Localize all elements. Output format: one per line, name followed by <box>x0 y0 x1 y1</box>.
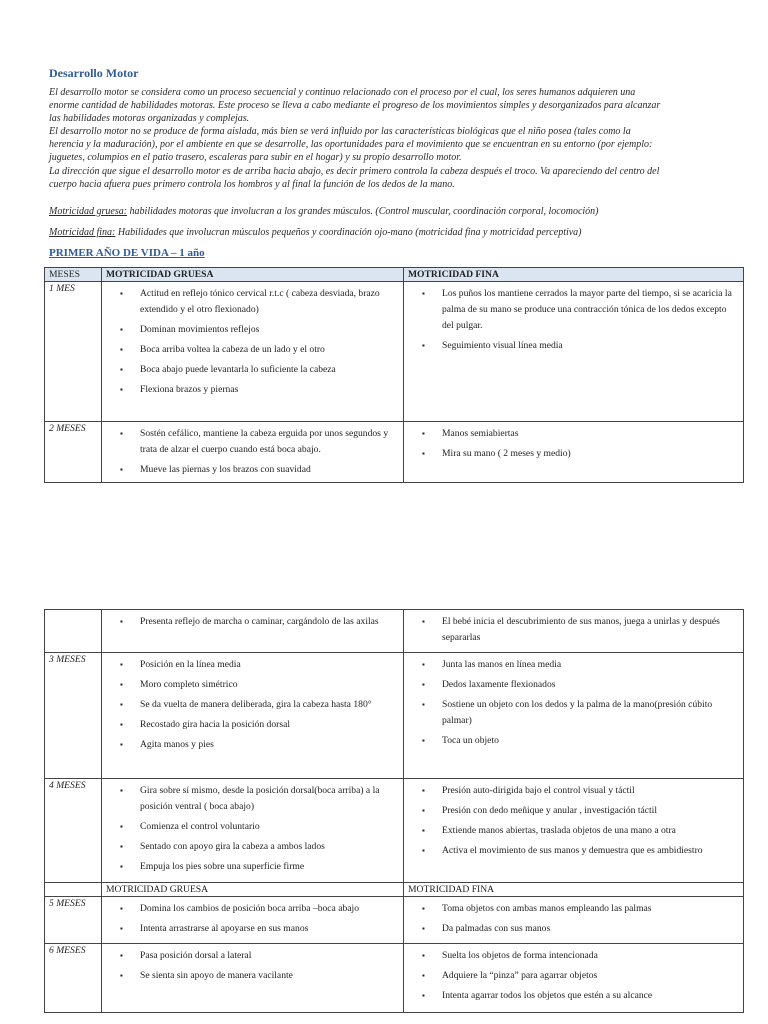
fina-cell <box>404 282 744 422</box>
list-item: ▪ Presión con dedo meñique y anular , investigación táctil <box>408 803 739 819</box>
intro-line: cuerpo hacia afuera pues primero controla los hombros y al final la función de los dedos de la mano. <box>49 178 455 190</box>
list-item: ▪ Suelta los objetos de forma intencionada <box>408 948 739 964</box>
age-cell: 6 MESES <box>45 944 102 1013</box>
list-item: ▪ Presión auto-dirigida bajo el control visual y táctil <box>408 783 739 799</box>
age-cell: 3 MESES <box>45 653 102 779</box>
gruesa-text: habilidades motoras que involucran a los grandes músculos. (Control muscular, coordinación corporal, locomoción) <box>127 206 599 217</box>
list-item: ▪ Activa el movimiento de sus manos y demuestra que es ambidiestro <box>408 843 739 859</box>
header-gruesa: MOTRICIDAD GRUESA <box>102 268 404 282</box>
intro-line: herencia y la maduración), por el ambiente en que se desarrolle, las oportunidades para el movimiento que se encuentran en su entorno (por ejemplo: <box>49 139 653 151</box>
fina-cell <box>404 422 744 483</box>
header-fina: MOTRICIDAD FINA <box>404 268 744 282</box>
gruesa-cell <box>102 422 404 483</box>
age-cell: 2 MESES <box>45 422 102 483</box>
fina-cell <box>404 779 744 883</box>
intro-line: El desarrollo motor no se produce de forma aislada, más bien se verá influido por las características biológicas que el niño posea (tales como la <box>49 126 631 138</box>
list-item: ▪ Sostiene un objeto con los dedos y la palma de la mano(presión cúbito palmar) <box>408 697 739 729</box>
gruesa-cell <box>102 779 404 883</box>
list-item: ▪ Mira su mano ( 2 meses y medio) <box>408 446 739 462</box>
development-table-page2 <box>44 609 744 1013</box>
intro-line: las habilidades motoras organizadas y complejas. <box>49 113 250 125</box>
document-title: Desarrollo Motor <box>49 66 139 80</box>
list-item: ▪ Boca arriba voltea la cabeza de un lado y el otro <box>106 342 399 358</box>
gruesa-list <box>106 286 399 398</box>
fina-definition <box>49 226 721 239</box>
table-row <box>45 282 744 422</box>
subheader-fina: MOTRICIDAD FINA <box>404 883 744 897</box>
table-row <box>45 897 744 944</box>
fina-list <box>408 783 739 859</box>
section-title-suffix: 1 año <box>179 247 205 259</box>
table-header-row <box>45 268 744 282</box>
list-item: ▪ El bebé inicia el descubrimiento de sus manos, juega a unirlas y después separarlas <box>408 614 739 646</box>
age-cell: 1 MES <box>45 282 102 422</box>
list-item: ▪ Empuja los pies sobre una superficie firme <box>106 859 399 875</box>
list-item: ▪ Boca abajo puede levantarla lo suficiente la cabeza <box>106 362 399 378</box>
fina-list <box>408 614 739 646</box>
list-item: ▪ Sostén cefálico, mantiene la cabeza erguida por unos segundos y trata de alzar el cuerpo cuando está boca abajo. <box>106 426 399 458</box>
intro-line: enorme cantidad de habilidades motoras. Este proceso se lleva a cabo mediante el progreso de los movimientos simples y desorganizados para alcanzar <box>49 100 661 112</box>
list-item: ▪ Agita manos y pies <box>106 737 399 753</box>
list-item: ▪ Junta las manos en línea media <box>408 657 739 673</box>
intro-line: juguetes, columpios en el patio trasero, escaleras para subir en el hogar) y su propio desarrollo motor. <box>49 152 462 164</box>
gruesa-list <box>106 426 399 478</box>
fina-list <box>408 657 739 749</box>
list-item: ▪ Posición en la línea media <box>106 657 399 673</box>
list-item: ▪ Seguimiento visual línea media <box>408 338 739 354</box>
list-item: ▪ Moro completo simétrico <box>106 677 399 693</box>
header-meses: MESES <box>45 268 102 282</box>
subheader-gruesa: MOTRICIDAD GRUESA <box>102 883 404 897</box>
list-item: ▪ Toma objetos con ambas manos empleando las palmas <box>408 901 739 917</box>
fina-cell <box>404 944 744 1013</box>
fina-list <box>408 948 739 1004</box>
list-item: ▪ Se da vuelta de manera deliberada, gira la cabeza hasta 180° <box>106 697 399 713</box>
table-row <box>45 653 744 779</box>
list-item: ▪ Los puños los mantiene cerrados la mayor parte del tiempo, si se acaricia la palma de su mano se produce una contracción tónica de los dedos excepto del pulgar. <box>408 286 739 334</box>
age-cell: 5 MESES <box>45 897 102 944</box>
fina-list <box>408 286 739 354</box>
gruesa-cell <box>102 944 404 1013</box>
intro-line: La dirección que sigue el desarrollo motor es de arriba hacia abajo, es decir primero controla la cabeza después el troco. Va apareciendo del centro del <box>49 165 660 177</box>
age-cell <box>45 610 102 653</box>
gruesa-cell <box>102 653 404 779</box>
intro-line: El desarrollo motor se considera como un proceso secuencial y continuo relacionado con el proceso por el cual, los seres humanos adquieren una <box>49 87 636 98</box>
list-item: ▪ Recostado gira hacia la posición dorsal <box>106 717 399 733</box>
section-title-prefix: PRIMER AÑO DE VIDA – <box>49 247 180 259</box>
table-row <box>45 422 744 483</box>
subheader-meses <box>45 883 102 897</box>
gruesa-list <box>106 901 399 937</box>
gruesa-term: Motricidad gruesa: <box>49 206 128 217</box>
list-item: ▪ Comienza el control voluntario <box>106 819 399 835</box>
list-item: ▪ Domina los cambios de posición boca arriba –boca abajo <box>106 901 399 917</box>
table-row <box>45 610 744 653</box>
list-item: ▪ Sentado con apoyo gira la cabeza a ambos lados <box>106 839 399 855</box>
list-item: ▪ Pasa posición dorsal a lateral <box>106 948 399 964</box>
fina-list <box>408 426 739 462</box>
intro-paragraph <box>49 86 721 191</box>
gruesa-cell <box>102 610 404 653</box>
table-subheader-row <box>45 883 744 897</box>
fina-text: Habilidades que involucran músculos pequeños y coordinación ojo-mano (motricidad fina y motricidad perceptiva) <box>115 227 582 238</box>
table-row <box>45 944 744 1013</box>
gruesa-list <box>106 657 399 753</box>
list-item: ▪ Dedos laxamente flexionados <box>408 677 739 693</box>
section-title <box>49 247 205 259</box>
fina-cell <box>404 653 744 779</box>
list-item: ▪ Toca un objeto <box>408 733 739 749</box>
list-item: ▪ Intenta arrastrarse al apoyarse en sus manos <box>106 921 399 937</box>
gruesa-list <box>106 948 399 984</box>
gruesa-list <box>106 614 399 630</box>
gruesa-definition <box>49 205 721 218</box>
fina-cell <box>404 610 744 653</box>
list-item: ▪ Se sienta sin apoyo de manera vacilante <box>106 968 399 984</box>
list-item: ▪ Mueve las piernas y los brazos con suavidad <box>106 462 399 478</box>
list-item: ▪ Adquiere la “pinza” para agarrar objetos <box>408 968 739 984</box>
list-item: ▪ Actitud en reflejo tónico cervical r.t.c ( cabeza desviada, brazo extendido y el otro flexionado) <box>106 286 399 318</box>
list-item: ▪ Da palmadas con sus manos <box>408 921 739 937</box>
gruesa-cell <box>102 897 404 944</box>
fina-cell <box>404 897 744 944</box>
gruesa-cell <box>102 282 404 422</box>
table-row <box>45 779 744 883</box>
fina-list <box>408 901 739 937</box>
list-item: ▪ Gira sobre sí mismo, desde la posición dorsal(boca arriba) a la posición ventral ( boca abajo) <box>106 783 399 815</box>
list-item: ▪ Intenta agarrar todos los objetos que estén a su alcance <box>408 988 739 1004</box>
list-item: ▪ Dominan movimientos reflejos <box>106 322 399 338</box>
age-cell: 4 MESES <box>45 779 102 883</box>
development-table-page1 <box>44 267 744 483</box>
list-item: ▪ Extiende manos abiertas, traslada objetos de una mano a otra <box>408 823 739 839</box>
fina-term: Motricidad fina: <box>49 227 116 238</box>
gruesa-list <box>106 783 399 875</box>
list-item: ▪ Presenta reflejo de marcha o caminar, cargándolo de las axilas <box>106 614 399 630</box>
list-item: ▪ Manos semiabiertas <box>408 426 739 442</box>
list-item: ▪ Flexiona brazos y piernas <box>106 382 399 398</box>
